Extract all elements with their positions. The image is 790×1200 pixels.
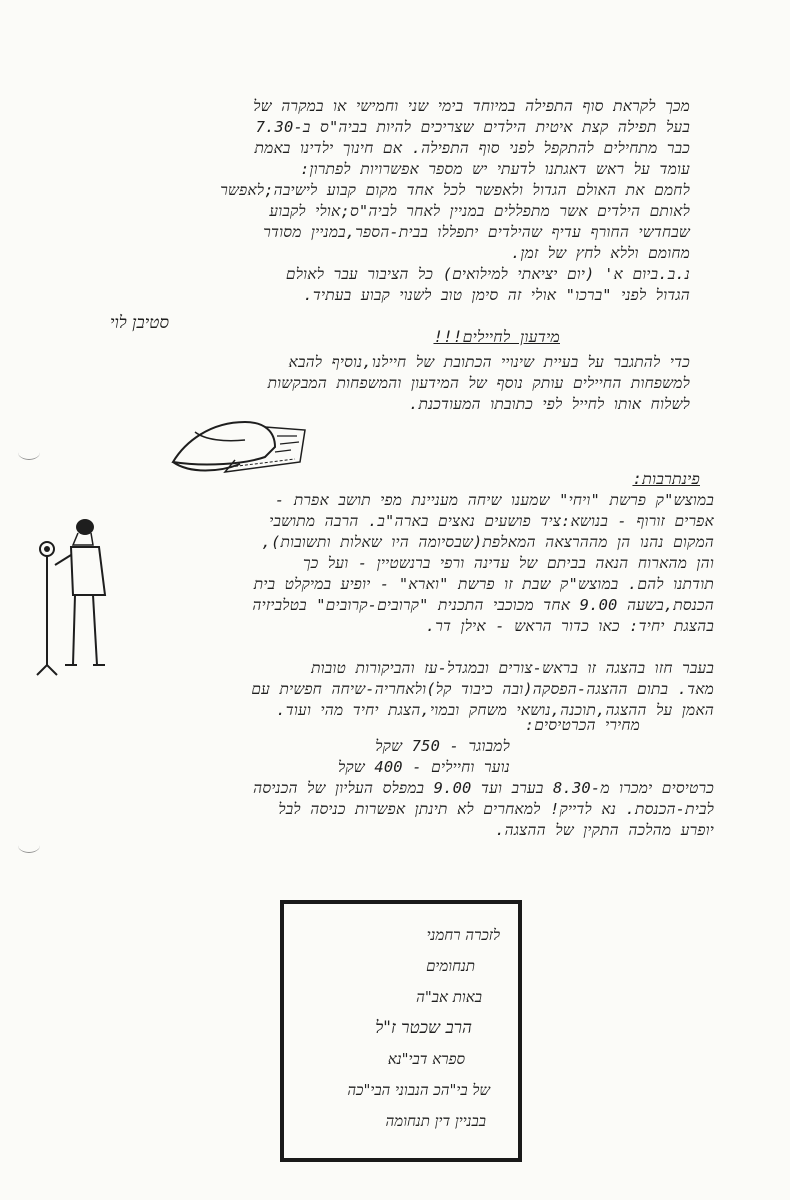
price-youth: נוער וחיילים - 400 שקל [337,758,510,776]
memorial-line: ספרא דבי"נא [387,1050,465,1068]
memorial-line: בבניין דין תנחומה [385,1112,486,1130]
handwritten-signature: סטיבן לוי [110,313,170,333]
intro-paragraph [120,96,690,306]
memorial-line: הרב שכטר ז"ל [375,1018,472,1038]
soldiers-paragraph [120,352,690,415]
text-line: אפרים זורוף - בנושא:ציד פושעים נאצים בארה"ב. הרבה מתושבי [269,512,714,530]
text-line: תודתנו להם. במוצש"ק שבת זו פרשת "וארא" - יופיע במיקלט בית [253,575,714,593]
description-paragraph [104,658,714,721]
text-line: מכך לקראת סוף התפילה במיוחד בימי שני וחמישי או במקרה של [253,97,690,115]
text-line: והן מהארוח הנאה בביתם של עדינה ורפי ברנשטיין - ועל כך [302,554,714,572]
text-line: עומד על ראש דאגתנו לדעתי יש מספר אפשרויות לפתרון: [300,160,690,178]
cap-illustration [165,412,310,478]
entertainment-paragraph [104,490,714,637]
text-line: לבית-הכנסת. נא לדייק! למאחרים לא תינתן אפשרות כניסה לבל [278,800,714,818]
text-line: הכנסת,בשעה 9.00 אחד מכוכבי התכנית "קרובים-קרובים" בטלביזיה [252,596,714,614]
memorial-text [300,920,500,1137]
memorial-line: של בי"הכ הנבוני הבי"כה [347,1081,490,1099]
price-adults: למבוגר - 750 שקל [375,737,510,755]
text-line: האמן על ההצגה,תוכנה,נושאי משחק ובמוי,הצגת יחיד מהי ועוד. [276,701,714,719]
text-line: מחומם וללא לחץ של זמן. [511,244,690,262]
punch-hole [18,838,40,853]
text-line: שבחדשי החורף עדיף שהילדים יתפללו בבית-הספר,במניין מסודר [263,223,690,241]
memorial-line: לזכרה רחמני [426,926,500,944]
text-line: לשלוח אותו לחייל לפי כתובתו המעודכנת. [409,395,690,413]
text-line: מאד. בתום ההצגה-הפסקה(ובה כיבוד קל)ולאחריה-שיחה חפשית עם [251,680,714,698]
text-line: נ.ב.ביום א' (יום יציאתי למילואים) כל הציבור עבר לאולם [285,265,690,283]
text-line: לאותם הילדים אשר מתפללים במניין לאחר לביה"ס;אולי לקבוע [269,202,690,220]
text-line: כדי להתגבר על בעיית שינויי הכתובת של חיילנו,נוסיף להבא [288,353,690,371]
section-heading-soldiers: מידעון לחיילים!!! [433,327,560,346]
text-line: בהצגת יחיד: כאו כדור הראש - אילן דר. [425,617,714,635]
text-line: לחמם את האולם הגדול ולאפשר לכל אחד מקום קבוע לישיבה;לאפשר [220,181,690,199]
memorial-line: תנחומים [426,957,475,975]
text-line: בעבר חזו בהצגה זו בראש-צורים ובמגדל-עז והביקורות טובות [311,659,714,677]
text-line: למשפחות החיילים עותק נוסף של המידעון והמשפחות המבקשות [267,374,690,392]
punch-hole [18,445,40,460]
text-line: כבר מתחילים להתקפל לפני סוף התפילה. אם חינוך ילדינו באמת [254,139,690,157]
text-line: במוצש"ק פרשת "ויחי" שמענו שיחה מעניינת מפי תושב אפרת - [274,491,714,509]
announcer-illustration [33,515,113,680]
prices-title: מחירי הכרטיסים: [524,716,640,734]
section-heading-entertainment: פינתרבות: [632,469,700,488]
text-line: בעל תפילה קצת איטית הילדים שצריכים להיות בביה"ס ב-7.30 [255,118,690,136]
memorial-line: באות אב"ה [416,988,482,1006]
tickets-paragraph [104,778,714,841]
text-line: הגדול לפני "ברכו" אולי זה סימן טוב לשנוי קבוע בעתיד. [303,286,690,304]
text-line: יופרע מהלכה התקין של ההצגה. [495,821,714,839]
text-line: כרטיסים ימכרו מ-8.30 בערב ועד 9.00 במפלס העליון של הכניסה [253,779,714,797]
text-line: המקום נהנו הן מההרצאה המאלפת(שבסיומה היו שאלות ותשובות), [261,533,714,551]
